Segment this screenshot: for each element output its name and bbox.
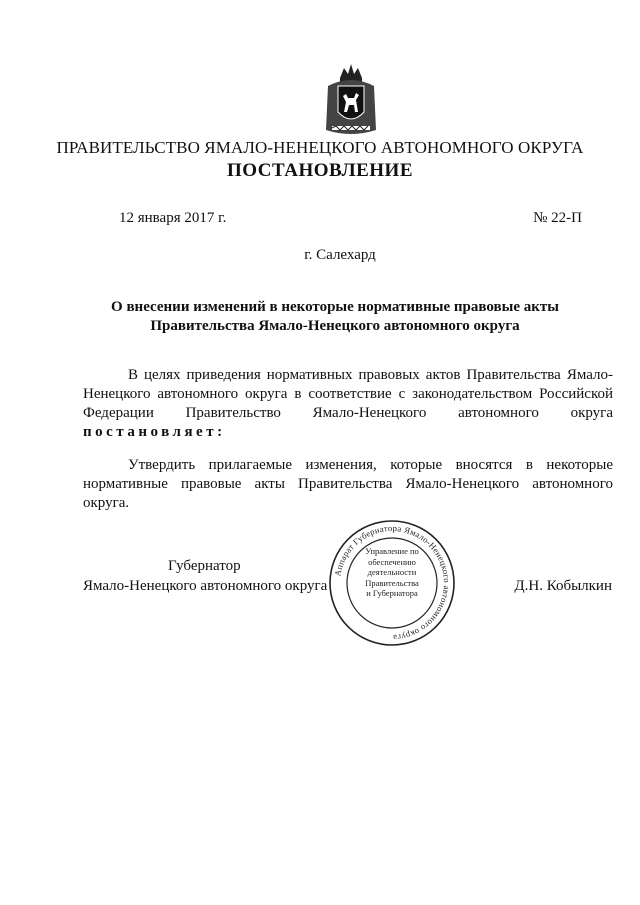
document-city: г. Салехард [304, 247, 376, 263]
signatory-title: Губернатор [168, 558, 241, 574]
body-paragraph-2: Утвердить прилагаемые изменения, которые вносятся в некоторые нормативные правовые акты Правительства Ямало-Ненецкого автономного округа. [83, 457, 613, 511]
subject-line-2: Правительства Ямало-Ненецкого автономного округа [150, 318, 520, 334]
coat-of-arms-emblem [322, 60, 380, 138]
signatory-organization: Ямало-Ненецкого автономного округа [83, 578, 328, 594]
paragraph-1-text: В целях приведения нормативных правовых актов Правительства Ямало-Ненецкого автономного округа в соответствие с законодательством Российской Федерации Правительство Ямало-Ненецкого автономного округа [83, 367, 613, 421]
document-subject [0, 298, 640, 336]
subject-line-1: О внесении изменений в некоторые нормативные правовые акты [111, 299, 559, 315]
stamp-line-5: и Губернатора [366, 588, 418, 598]
document-type: ПОСТАНОВЛЕНИЕ [226, 160, 414, 181]
government-name: ПРАВИТЕЛЬСТВО ЯМАЛО-НЕНЕЦКОГО АВТОНОМНОГО ОКРУГА [56, 138, 584, 157]
stamp-line-2: обеспечению [368, 556, 416, 567]
stamp-line-3: деятельности [367, 567, 417, 577]
resolves-word: постановляет: [83, 424, 226, 440]
stamp-center-text [355, 546, 429, 599]
body-paragraph-1 [83, 366, 613, 442]
stamp-line-4: Правительства [365, 577, 419, 588]
stamp-ring-text: Аппарат Губернатора Ямало-Ненецкого автономного округа [332, 522, 453, 644]
document-number: № 22-П [533, 210, 582, 226]
signatory-name: Д.Н. Кобылкин [514, 578, 612, 594]
document-date: 12 января 2017 г. [119, 210, 227, 226]
stamp-line-1: Управление по [365, 546, 419, 556]
